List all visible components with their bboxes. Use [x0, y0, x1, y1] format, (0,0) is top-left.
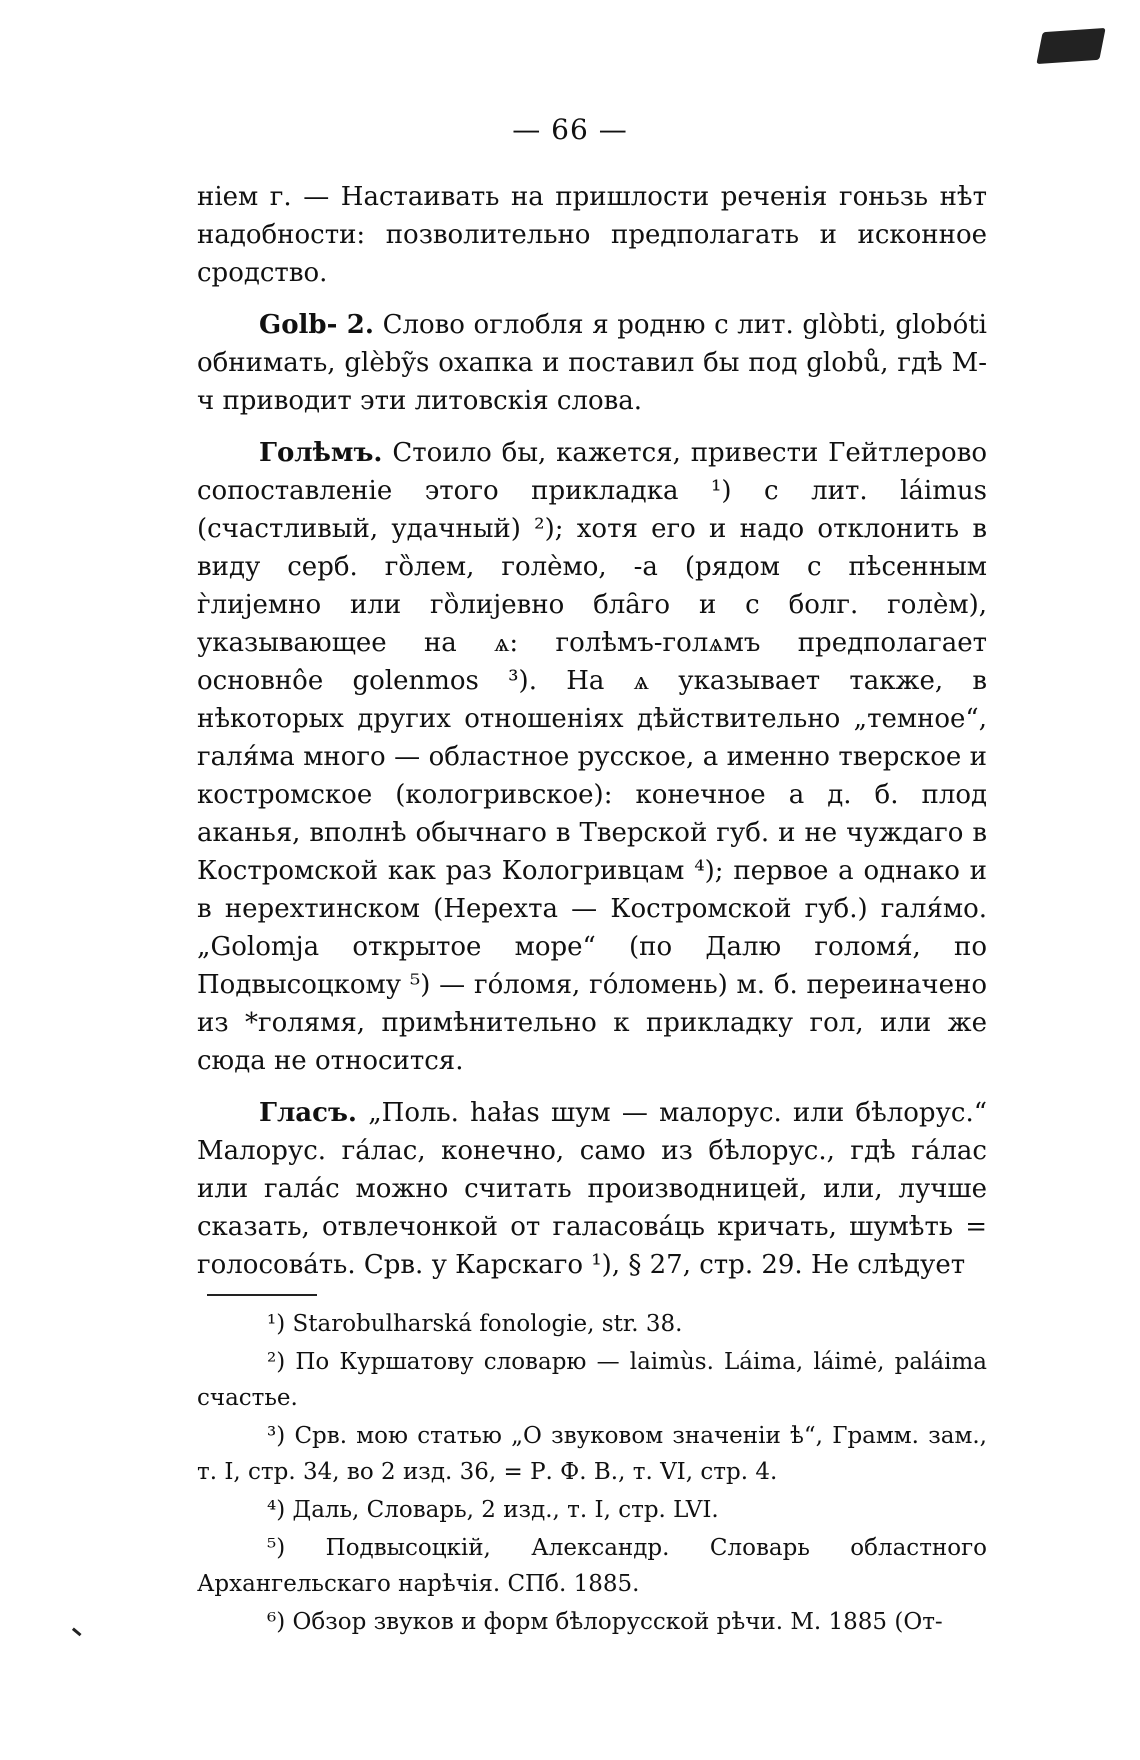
footnote: ³) Срв. мою статью „О звуковом значеніи ѣ“, Грамм. зам., т. I, стр. 34, во 2 изд. 36, = Р. Ф. В., т. VI, стр. 4. — [197, 1423, 987, 1485]
entry-headword: Golb- 2. — [259, 310, 374, 340]
scan-mark — [72, 1614, 93, 1637]
paragraph-text: ніем г. — Настаивать на пришлости реченія гоньзь нѣт надобности: позволительно предполагать и исконное сродство. — [197, 182, 987, 288]
entry-headword: Гласъ. — [259, 1098, 357, 1128]
footnotes — [197, 1306, 987, 1642]
entry-headword: Голѣмъ. — [259, 438, 383, 468]
footnote-divider — [207, 1294, 317, 1296]
page-number: — 66 — — [512, 113, 628, 146]
paragraph-continuation — [197, 178, 987, 292]
footnote: ¹) Starobulharská fonologie, str. 38. — [267, 1311, 683, 1337]
footnote: ⁶) Обзор звуков и форм бѣлорусской рѣчи. М. 1885 (От- — [267, 1609, 943, 1635]
scan-smudge — [1036, 28, 1105, 64]
footnote: ⁴) Даль, Словарь, 2 изд., т. I, стр. LVI. — [267, 1497, 719, 1523]
entry-golb — [197, 306, 987, 420]
entry-text: „Поль. hałas шум — малорус. или бѣлорус.“ Малорус. га́лас, конечно, само из бѣлорус., гдѣ га́лас или гала́с можно считать производницей, или, лучше сказать, отвлечонкой от галасова́ць кричать, шумѣть = голосова́ть. Срв. у Карскаго ¹), § 27, стр. 29. Не слѣдует — [197, 1098, 987, 1280]
footnote: ⁵) Подвысоцкій, Александр. Словарь областного Архангельскаго нарѣчія. СПб. 1885. — [197, 1535, 987, 1597]
entry-text: Слово оглобля я родню с лит. glòbti, globóti обнимать, glèbỹs охапка и поставил бы под globů, гдѣ М-ч приводит эти литовскія слова. — [197, 310, 987, 416]
footnote: ²) По Куршатову словарю — laimùs. Láima, láimė, paláima счастье. — [197, 1349, 987, 1411]
entry-golem — [197, 434, 987, 1080]
main-text — [197, 178, 987, 1298]
entry-text: Стоило бы, кажется, привести Гейтлерово сопоставленіе этого прикладка ¹) с лит. láimus (счастливый, удачный) ²); хотя его и надо отклонить в виду серб. го̏лем, голѐмо, -а (рядом с пѣсенным г̀лијемно или го̏лијевно бла̑го и с болг. голѐм), указывающее на ѧ: голѣмъ-голѧмъ предполагает основно̂е golenmos ³). На ѧ указывает также, в нѣкоторых других отношеніях дѣйствительно „темное“, галя́ма много — областное русское, а именно тверское и костромское (кологривское): конечное а д. б. плод аканья, вполнѣ обычнаго в Тверской губ. и не чуждаго в Костромской как раз Кологривцам ⁴); первое а однако и в нерехтинском (Нерехта — Костромской губ.) галя́мо. „Golomja открытое море“ (по Далю голомя́, по Подвысоцкому ⁵) — го́ломя, го́ломень) м. б. переиначено из *голямя, примѣнительно к прикладку гол, или же сюда не относится. — [197, 438, 987, 1076]
entry-glas — [197, 1094, 987, 1284]
